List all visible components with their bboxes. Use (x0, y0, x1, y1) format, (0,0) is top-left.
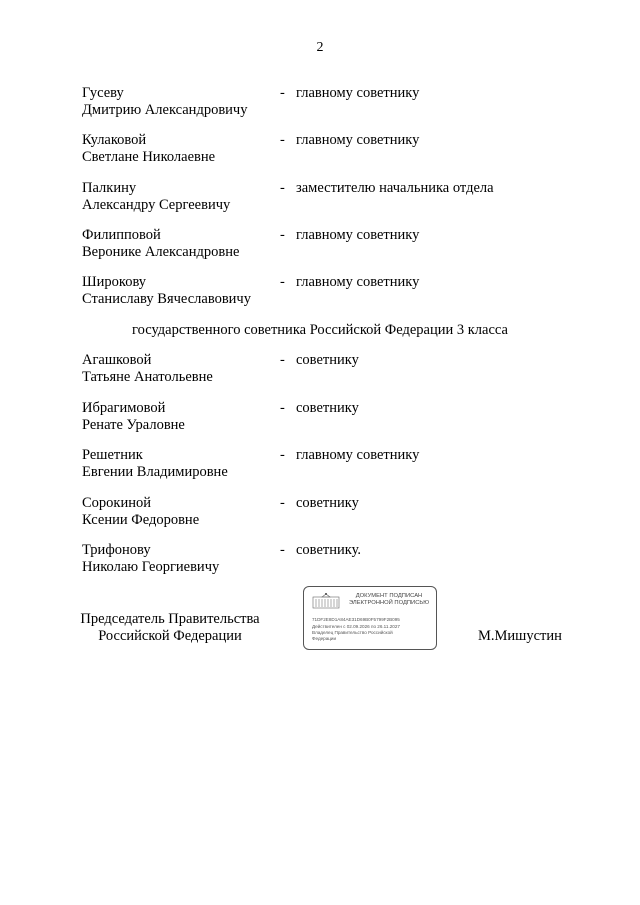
entry-surname: Гусеву (82, 85, 124, 101)
entry-position: главному советнику (296, 274, 420, 290)
entry-given-name: Ксении Федоровне (82, 512, 200, 528)
entry-dash: - (280, 227, 285, 243)
page-number: 2 (316, 40, 324, 55)
entry-position: заместителю начальника отдела (296, 180, 494, 196)
government-building-icon (312, 593, 340, 609)
entry-surname: Филипповой (82, 227, 161, 243)
entry-given-name: Станиславу Вячеславовичу (82, 291, 251, 307)
entry-given-name: Николаю Георгиевичу (82, 559, 220, 575)
signatory-title-line1: Председатель Правительства (80, 611, 260, 627)
stamp-validity: Действителен с 02.09.2026 по 26.11.2027 (312, 624, 400, 629)
entry-position: главному советнику (296, 85, 420, 101)
signatory-title (75, 611, 265, 645)
rank-section-heading: государственного советника Российской Федерации 3 класса (132, 322, 508, 338)
stamp-certificate-number: 71DF2E8D1A84AE31D69B0F5799F2B095 (312, 617, 400, 622)
entry-given-name: Татьяне Анатольевне (82, 369, 213, 385)
entry-surname: Сорокиной (82, 495, 151, 511)
entry-surname: Ибрагимовой (82, 400, 166, 416)
entry-given-name: Ренате Ураловне (82, 417, 185, 433)
entry-surname: Агашковой (82, 352, 152, 368)
entry-dash: - (280, 400, 285, 416)
entry-surname: Трифонову (82, 542, 151, 558)
entry-dash: - (280, 85, 285, 101)
electronic-signature-stamp (303, 586, 437, 650)
entry-given-name: Александру Сергеевичу (82, 197, 231, 213)
entry-surname: Решетник (82, 447, 143, 463)
entry-dash: - (280, 352, 285, 368)
entry-given-name: Дмитрию Александровичу (82, 102, 248, 118)
entry-position: советнику. (296, 542, 362, 558)
entry-given-name: Евгении Владимировне (82, 464, 228, 480)
signatory-title-line2: Российской Федерации (98, 628, 242, 644)
stamp-owner-line1: Владелец Правительство Российской (312, 630, 393, 635)
stamp-heading (346, 593, 432, 607)
entry-position: советнику (296, 352, 359, 368)
entry-dash: - (280, 274, 285, 290)
entry-given-name: Светлане Николаевне (82, 149, 216, 165)
stamp-heading-line2: ЭЛЕКТРОННОЙ ПОДПИСЬЮ (348, 600, 430, 606)
entry-surname: Широкову (82, 274, 147, 290)
entry-position: советнику (296, 495, 359, 511)
entry-position: главному советнику (296, 132, 420, 148)
entry-dash: - (280, 180, 285, 196)
entry-surname: Кулаковой (82, 132, 147, 148)
stamp-owner-line2: Федерации (312, 636, 337, 641)
entry-dash: - (280, 542, 285, 558)
entry-position: главному советнику (296, 227, 420, 243)
stamp-heading-line1: ДОКУМЕНТ ПОДПИСАН (355, 593, 423, 599)
entry-dash: - (280, 447, 285, 463)
entry-position: советнику (296, 400, 359, 416)
entry-dash: - (280, 495, 285, 511)
entry-position: главному советнику (296, 447, 420, 463)
signatory-name: М.Мишустин (478, 628, 562, 644)
entry-surname: Палкину (82, 180, 137, 196)
entry-given-name: Веронике Александровне (82, 244, 240, 260)
entry-dash: - (280, 132, 285, 148)
